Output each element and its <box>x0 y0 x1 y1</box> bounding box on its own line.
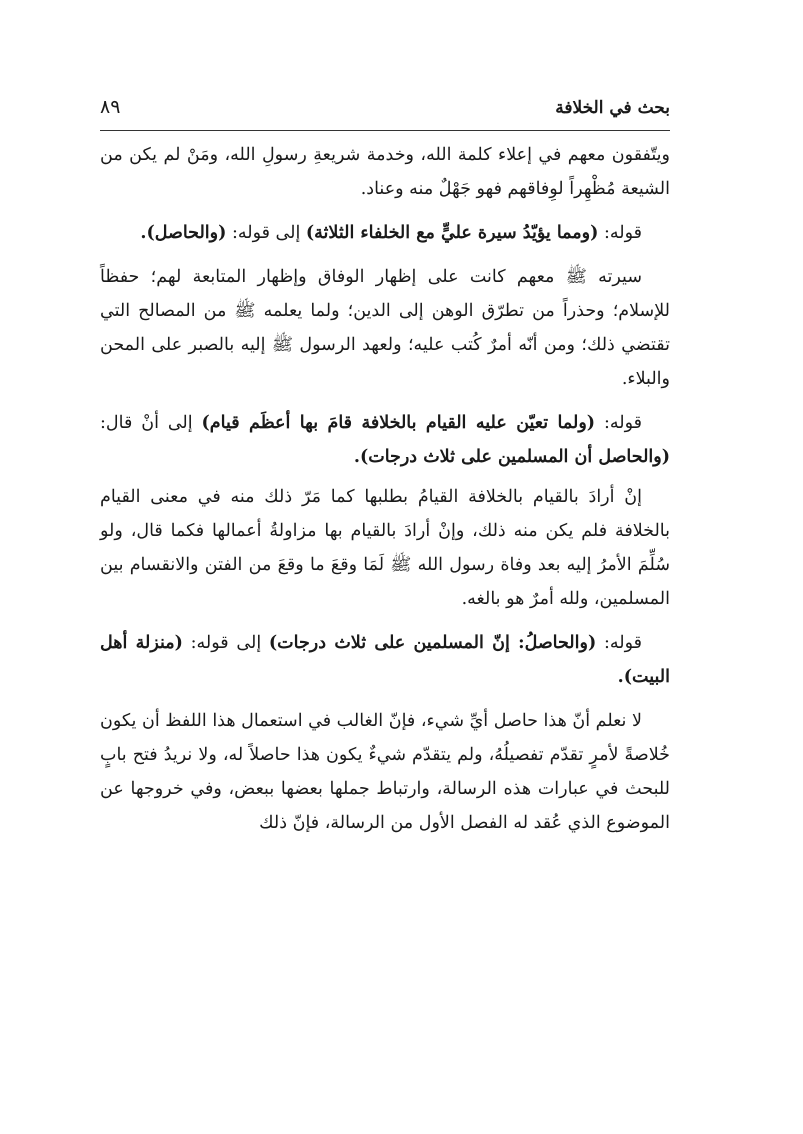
quoted-text-end: (منزلة أهل البيت) <box>100 633 670 687</box>
running-title: بحث في الخلافة <box>555 98 670 118</box>
header-divider <box>100 130 670 131</box>
body-text <box>100 138 670 840</box>
commentary-quote-3 <box>100 626 670 694</box>
paragraph <box>100 260 670 396</box>
quote-lead: قوله: <box>598 223 642 243</box>
quoted-text: (والحاصلُ: إنّ المسلمين على ثلاث درجات) <box>268 633 597 653</box>
quote-tail: . <box>617 667 624 687</box>
paragraph-continuation <box>100 138 670 206</box>
commentary-quote-1 <box>100 216 670 250</box>
commentary-quote-2 <box>100 406 670 474</box>
paragraph-text: ويتّفقون معهم في إعلاء كلمة الله، وخدمة شريعةِ رسولِ الله، ومَنْ لم يكن من الشيعة مُظْهِراً لوِفاقهم فهو جَهْلٌ منه وعناد. <box>100 145 670 199</box>
quote-middle: إلى قوله: <box>226 223 306 243</box>
page-number: ٨٩ <box>100 96 121 118</box>
running-header <box>100 96 670 126</box>
quote-middle: إلى أنْ قال: <box>100 413 202 433</box>
quoted-text: (ومما يؤيّدُ سيرة عليٍّ مع الخلفاء الثلاثة) <box>305 223 599 243</box>
quote-lead: قوله: <box>596 633 642 653</box>
paragraph-text: سيرته ﷺ معهم كانت على إظهار الوفاق وإظهار المتابعة لهم؛ حفظاً للإسلام؛ وحذراً من تطرّق الوهن إلى الدين؛ ولما يعلمه ﷺ من المصالح التي تقتضي ذلك؛ ومن أنّه أمرٌ كُتب عليه؛ ولعهد الرسول ﷺ إليه بالصبر على المحن والبلاء. <box>100 267 670 389</box>
paragraph-text: لا نعلم أنّ هذا حاصل أيِّ شيء، فإنّ الغالب في استعمال هذا اللفظ أن يكون خُلاصةً لأمرٍ تقدّم تفصيلُهُ، ولم يتقدّم شيءٌ يكون هذا حاصلاً له، ولا نريدُ فتح بابٍ للبحث في عبارات هذه الرسالة، وارتباط جملها بعضها ببعض، وفي خروجها عن الموضوع الذي عُقد له الفصل الأول من الرسالة، فإنّ ذلك <box>100 711 670 833</box>
quote-tail: . <box>353 447 360 467</box>
paragraph <box>100 704 670 840</box>
quoted-text-end: (والحاصل أن المسلمين على ثلاث درجات) <box>359 447 670 467</box>
quote-middle: إلى قوله: <box>182 633 269 653</box>
quote-lead: قوله: <box>595 413 642 433</box>
quoted-text-end: (والحاصل) <box>146 223 227 243</box>
paragraph <box>100 480 670 616</box>
quote-tail: . <box>140 223 147 243</box>
paragraph-text: إنْ أرادَ بالقيام بالخلافة القيامُ بطلبها كما مَرّ ذلك منه في معنى القيام بالخلافة فلم يكن منه ذلك، وإنْ أرادَ بالقيام بها مزاولةُ أعمالها فكما قال، ولو سُلِّمَ الأمرُ إليه بعد وفاة رسول الله ﷺ لَمَا وقعَ ما وقعَ من الفتن والانقسام بين المسلمين، ولله أمرٌ هو بالغه. <box>100 487 670 609</box>
quoted-text: (ولما تعيّن عليه القيام بالخلافة قامَ بها أعظَم قيام) <box>201 413 596 433</box>
